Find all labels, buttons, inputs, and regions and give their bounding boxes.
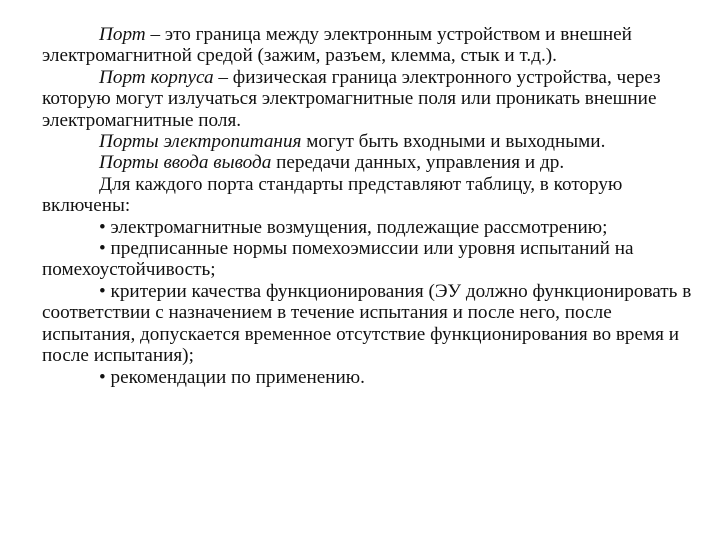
- paragraph-io-ports: [42, 152, 692, 173]
- term-port: Порт: [99, 24, 146, 45]
- list-item-recommendations: [42, 367, 692, 388]
- list-item-text: • предписанные нормы помехоэмиссии или уровня испытаний на помехоустойчивость;: [42, 238, 634, 281]
- term-power-ports: Порты электропитания: [99, 131, 302, 153]
- list-item-performance-criteria: [42, 281, 692, 367]
- term-io-ports: Порты ввода вывода: [99, 152, 272, 174]
- list-item-text: • электромагнитные возмущения, подлежащие рассмотрению;: [99, 216, 608, 238]
- paragraph-text: – физическая граница электронного устройства, через которую могут излучаться электромагнитные поля или проникать внешние электромагнитные поля.: [42, 66, 661, 131]
- paragraph-power-ports: [42, 131, 692, 152]
- list-item-emission-norms: [42, 238, 692, 281]
- paragraph-text: – это граница между электронным устройством и внешней электромагнитной средой (зажим, разъем, клемма, стык и т.д.).: [42, 24, 632, 67]
- paragraph-text: Для каждого порта стандарты представляют таблицу, в которую включены:: [42, 173, 623, 217]
- list-item-text: • рекомендации по применению.: [99, 366, 365, 388]
- list-item-text: • критерии качества функционирования (ЭУ должно функционировать в соответствии с назначением в течение испытания и после него, после испытания, допускается временное отсутствие функционирования во время и после испытания);: [42, 280, 692, 367]
- paragraph-text: передачи данных, управления и др.: [271, 152, 565, 174]
- document-body: [42, 24, 692, 388]
- list-item-disturbances: [42, 217, 692, 238]
- paragraph-enclosure-port: [42, 67, 692, 131]
- paragraph-port-definition: [42, 24, 692, 67]
- paragraph-text: могут быть входными и выходными.: [301, 131, 606, 153]
- paragraph-standards-table: [42, 174, 692, 217]
- term-enclosure-port: Порт корпуса: [99, 66, 214, 88]
